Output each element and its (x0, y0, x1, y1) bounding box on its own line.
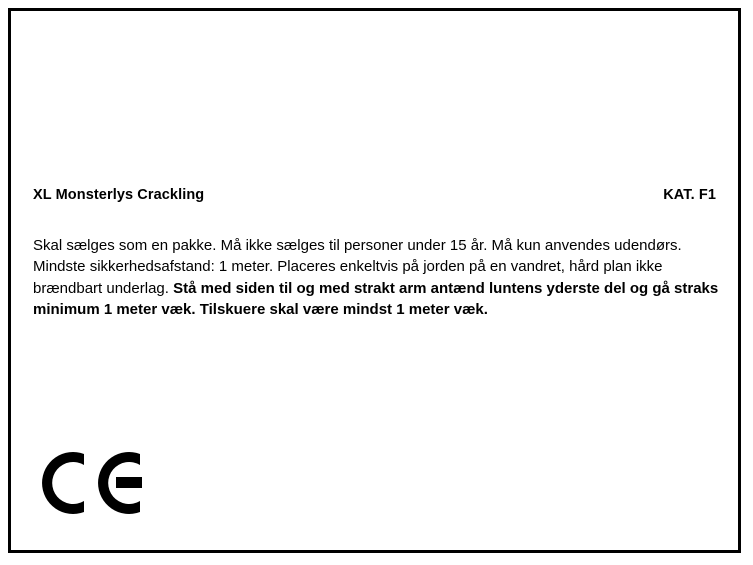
ce-mark-icon (37, 444, 157, 522)
label-inner (11, 11, 738, 550)
instructions-normal-text: Skal sælges som en pakke. Må ikke sælges til personer under 15 år. Må kun anvendes udendørs. Mindste sikkerhedsafstand: 1 meter. Placeres enkeltvis på jorden på en vandret, hård plan ikke brændbart underlag. (33, 237, 682, 297)
title-row (33, 187, 716, 203)
instructions-paragraph (33, 235, 720, 320)
product-title: XL Monsterlys Crackling (33, 187, 205, 203)
warning-label-card (8, 8, 741, 553)
instructions-bold-warning: Stå med siden til og med strakt arm antænd luntens yderste del og gå straks minimum 1 meter væk. Tilskuere skal være mindst 1 meter væk. (33, 279, 719, 318)
category-code: KAT. F1 (663, 187, 716, 203)
